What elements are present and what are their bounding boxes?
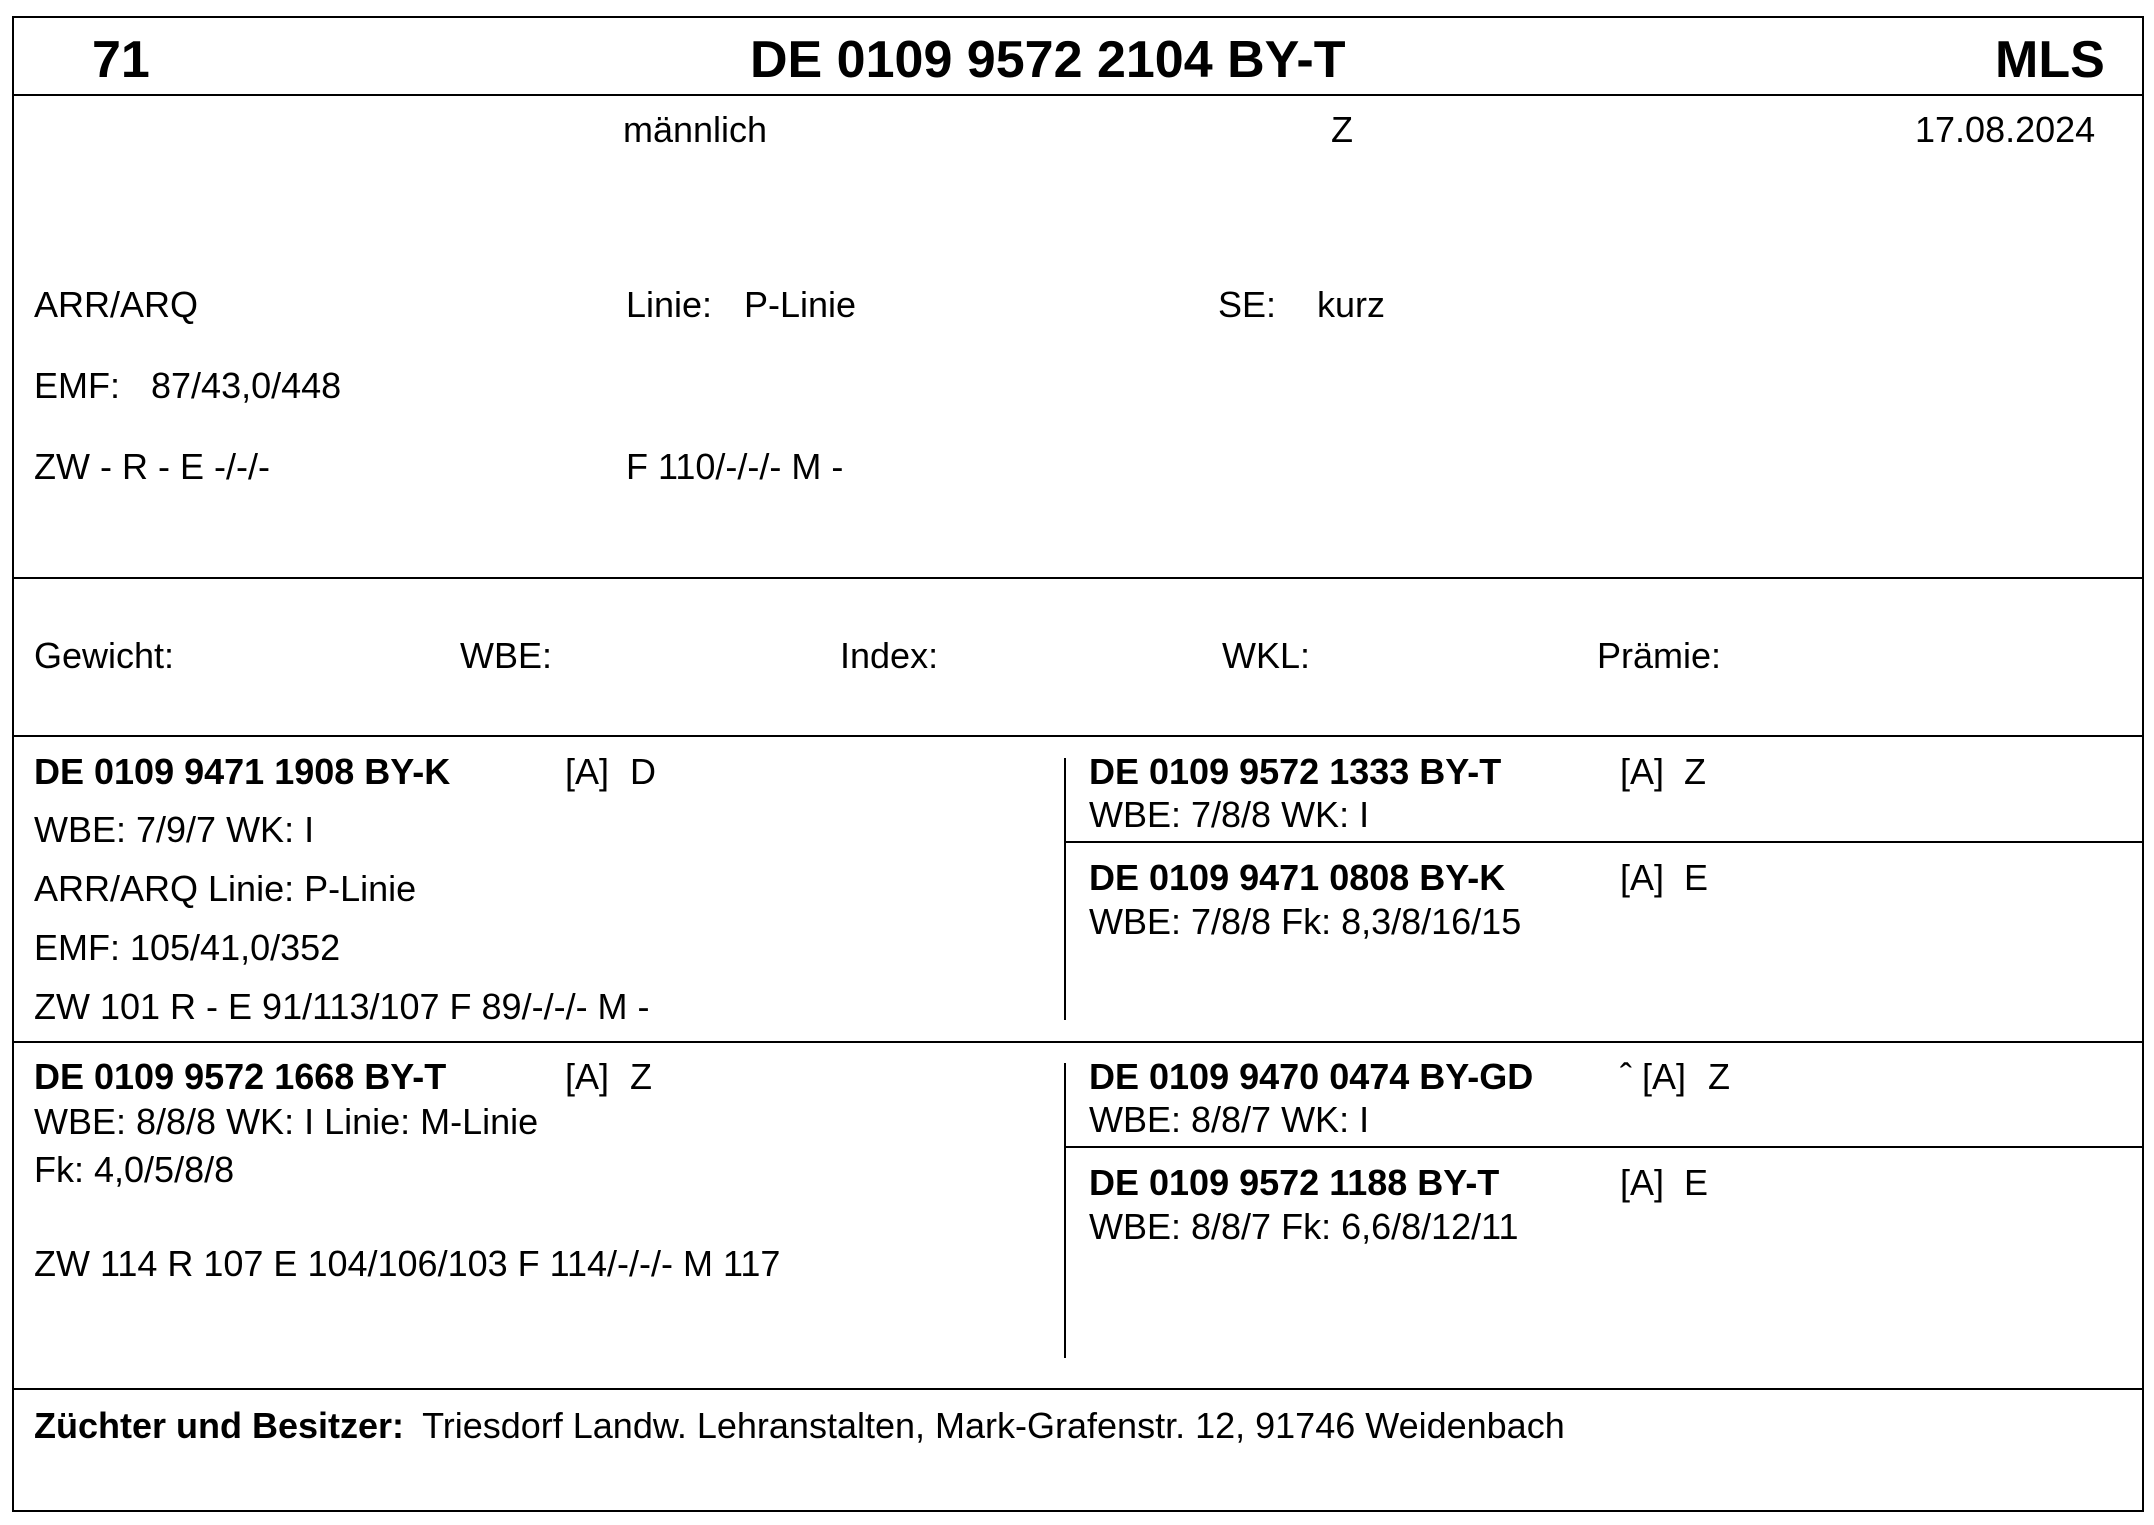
parents-divider — [12, 1041, 2144, 1043]
sire-sire-flag: [A] — [1620, 751, 1665, 792]
sire-genetics: ARR/ARQ Linie: P-Linie — [34, 868, 417, 909]
status: Z — [1331, 109, 1353, 150]
sire-code: D — [630, 751, 656, 792]
dam-sire-detail: WBE: 8/8/7 WK: I — [1089, 1099, 1370, 1140]
date: 17.08.2024 — [1915, 109, 2096, 150]
emf-value: 87/43,0/448 — [151, 365, 342, 406]
dam-grandparents-divider — [1065, 1146, 2144, 1148]
sire-id: DE 0109 9471 1908 BY-K — [34, 751, 451, 792]
f-line: F 110/-/-/- M - — [626, 446, 844, 487]
se-label: SE: — [1218, 284, 1277, 325]
wkl-label: WKL: — [1222, 635, 1311, 676]
linie-value: P-Linie — [744, 284, 857, 325]
sex: männlich — [623, 109, 768, 150]
sire-sire-detail: WBE: 7/8/8 WK: I — [1089, 794, 1370, 835]
dam-sire-code: Z — [1708, 1056, 1730, 1097]
breeder-line — [34, 1405, 1565, 1446]
zw-line: ZW - R - E -/-/- — [34, 446, 270, 487]
breeder-value: Triesdorf Landw. Lehranstalten, Mark-Grafenstr. 12, 91746 Weidenbach — [422, 1405, 1565, 1446]
sire-dam-code: E — [1684, 857, 1709, 898]
sire-column-divider — [1064, 758, 1066, 1020]
sire-sire-id: DE 0109 9572 1333 BY-T — [1089, 751, 1502, 792]
linie-label: Linie: — [626, 284, 713, 325]
breed: MLS — [1995, 31, 2105, 89]
genetics: ARR/ARQ — [34, 284, 199, 325]
dam-flag: [A] — [565, 1056, 610, 1097]
gewicht-label: Gewicht: — [34, 635, 175, 676]
praemie-label: Prämie: — [1597, 635, 1722, 676]
catalog-number: 71 — [92, 31, 150, 89]
sire-dam-id: DE 0109 9471 0808 BY-K — [1089, 857, 1506, 898]
sire-sire-code: Z — [1684, 751, 1706, 792]
dam-zw: ZW 114 R 107 E 104/106/103 F 114/-/-/- M 117 — [34, 1243, 781, 1284]
sire-zw: ZW 101 R - E 91/113/107 F 89/-/-/- M - — [34, 986, 650, 1027]
breeder-label: Züchter und Besitzer: — [34, 1405, 405, 1446]
dam-dam-flag: [A] — [1620, 1162, 1665, 1203]
emf-label: EMF: — [34, 365, 120, 406]
wbe-label: WBE: — [460, 635, 553, 676]
dam-wbe: WBE: 8/8/8 WK: I Linie: M-Linie — [34, 1101, 539, 1142]
dam-dam-id: DE 0109 9572 1188 BY-T — [1089, 1162, 1500, 1203]
dam-fk: Fk: 4,0/5/8/8 — [34, 1149, 235, 1190]
dam-sire-flag: ˆ [A] — [1620, 1056, 1687, 1097]
dam-id: DE 0109 9572 1668 BY-T — [34, 1056, 447, 1097]
index-label: Index: — [840, 635, 939, 676]
sire-emf: EMF: 105/41,0/352 — [34, 927, 341, 968]
header-divider — [12, 94, 2144, 96]
sire-dam-flag: [A] — [1620, 857, 1665, 898]
info-divider — [12, 577, 2144, 579]
sire-wbe: WBE: 7/9/7 WK: I — [34, 809, 315, 850]
pedigree-divider — [12, 1388, 2144, 1390]
sire-dam-detail: WBE: 7/8/8 Fk: 8,3/8/16/15 — [1089, 901, 1522, 942]
dam-sire-id: DE 0109 9470 0474 BY-GD — [1089, 1056, 1534, 1097]
ratings-divider — [12, 735, 2144, 737]
se-value: kurz — [1317, 284, 1386, 325]
dam-code: Z — [630, 1056, 652, 1097]
animal-id: DE 0109 9572 2104 BY-T — [750, 31, 1346, 89]
sire-flag: [A] — [565, 751, 610, 792]
dam-dam-detail: WBE: 8/8/7 Fk: 6,6/8/12/11 — [1089, 1206, 1519, 1247]
dam-dam-code: E — [1684, 1162, 1709, 1203]
sire-grandparents-divider — [1065, 841, 2144, 843]
dam-column-divider — [1064, 1063, 1066, 1358]
